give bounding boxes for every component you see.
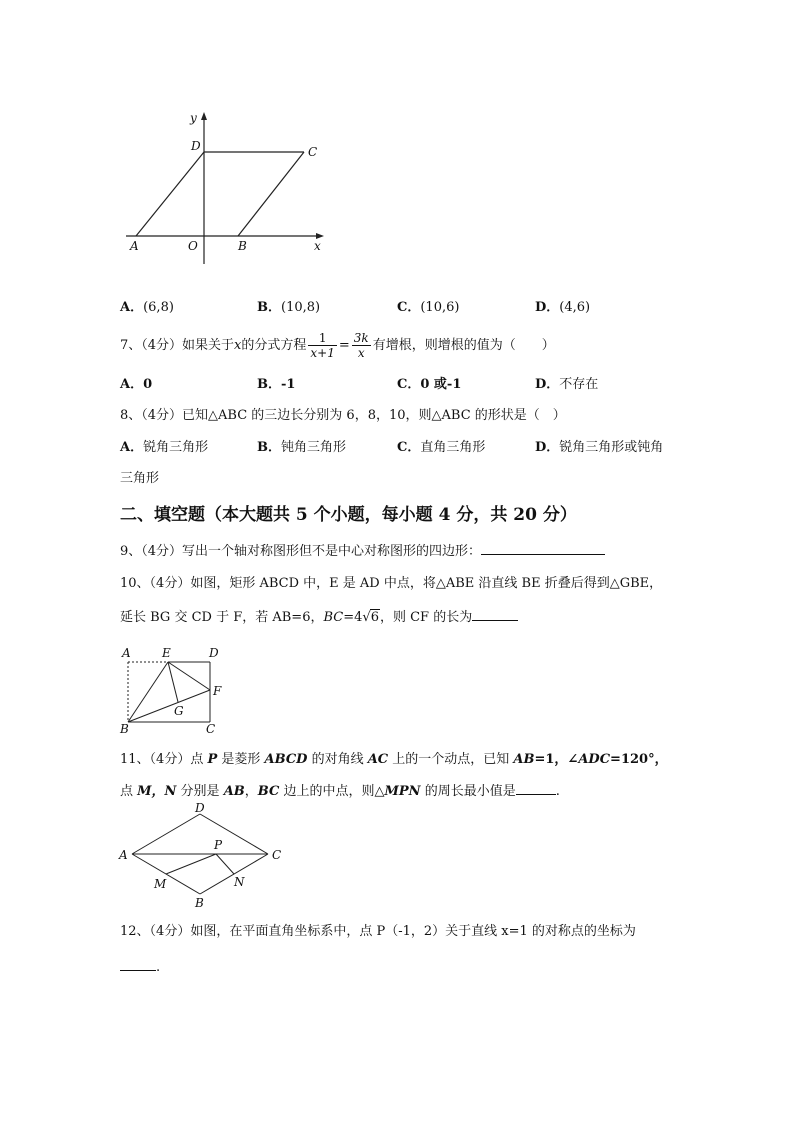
- y-axis-arrow: [201, 112, 207, 120]
- q9-answer-blank[interactable]: [481, 542, 605, 555]
- edge-AD: [132, 814, 200, 854]
- q8-option-a[interactable]: A．锐角三角形: [120, 440, 209, 455]
- q7-option-d[interactable]: D．不存在: [535, 377, 599, 392]
- section-2-heading: 二、填空题（本大题共 5 个小题，每小题 4 分，共 20 分）: [120, 505, 577, 525]
- sqrt-symbol: √: [362, 610, 371, 625]
- side-CB: [238, 152, 304, 236]
- edge-DC: [200, 814, 268, 854]
- q10-line-1: 10、（4分）如图，矩形 ABCD 中，E 是 AD 中点，将△ABE 沿直线 BE 折叠后得到△GBE，: [120, 576, 663, 591]
- q7-fraction-1: $\frac{1}{x+1}$: [310, 331, 335, 360]
- q7-options: [120, 373, 720, 391]
- q8-option-d-wrap: 三角形: [120, 471, 160, 486]
- q6-options: [120, 296, 720, 314]
- segment-MP: [166, 854, 216, 874]
- label-x: x: [314, 239, 321, 253]
- q12-answer-line: .: [120, 958, 160, 975]
- q7-option-b[interactable]: B．-1: [257, 377, 296, 392]
- q7-stem: 7、（4分）如果关于x的分式方程 $\frac{1}{x+1}$ = $\frac{3k}{x}$ 有增根，则增根的值为（ ）: [120, 331, 555, 360]
- q11-line-1: 11、（4分）点 P 是菱形 ABCD 的对角线 AC 上的一个动点，已知 AB=1，∠ADC=120°，: [120, 752, 668, 767]
- q8-option-c[interactable]: C．直角三角形: [397, 440, 486, 455]
- segment-PN: [216, 854, 234, 874]
- q8-stem: 8、（4分）已知△ABC 的三边长分别为 6，8，10，则△ABC 的形状是（ ）: [120, 408, 566, 423]
- label-B: B: [238, 239, 247, 253]
- label-E: E: [162, 646, 171, 660]
- q11-line-2: 点 M，N 分别是 AB，BC 边上的中点，则△MPN 的周长最小值是 .: [120, 784, 560, 799]
- label-B: B: [120, 722, 129, 736]
- label-D: D: [195, 801, 205, 815]
- q6-option-c[interactable]: C．(10,6): [397, 300, 460, 315]
- q6-option-d[interactable]: D．(4,6): [535, 300, 591, 315]
- label-P: P: [214, 838, 223, 852]
- q10-answer-blank[interactable]: [472, 608, 518, 621]
- q11-answer-blank[interactable]: [516, 782, 556, 795]
- segment-BF: [128, 690, 210, 722]
- label-N: N: [234, 875, 245, 889]
- q12-stem: 12、（4分）如图，在平面直角坐标系中，点 P（-1，2）关于直线 x=1 的对称点的坐标为: [120, 924, 636, 939]
- q6-option-b[interactable]: B．(10,8): [257, 300, 321, 315]
- q12-answer-blank[interactable]: [120, 958, 156, 971]
- label-O: O: [188, 239, 198, 253]
- q11-rhombus-figure: [116, 800, 294, 910]
- q6-parallelogram-figure: [118, 108, 338, 270]
- q10-rectangle-figure: [116, 644, 230, 736]
- side-AD: [136, 152, 204, 236]
- label-A: A: [122, 646, 131, 660]
- label-C: C: [272, 848, 282, 862]
- label-C: C: [206, 722, 216, 736]
- q7-fraction-2: $\frac{3k}{x}$: [353, 331, 369, 360]
- q8-options: [120, 436, 720, 454]
- q8-option-b[interactable]: B．钝角三角形: [257, 440, 347, 455]
- q10-line-2: 延长 BG 交 CD 于 F，若 AB=6，BC=4√6，则 CF 的长为: [120, 606, 518, 625]
- label-D: D: [209, 646, 219, 660]
- label-F: F: [213, 684, 222, 698]
- label-G: G: [174, 704, 184, 718]
- q9-stem: 9、（4分）写出一个轴对称图形但不是中心对称图形的四边形：: [120, 540, 605, 559]
- label-A: A: [130, 239, 139, 253]
- segment-BE: [128, 662, 168, 722]
- label-y: y: [190, 111, 197, 125]
- label-A: A: [119, 848, 128, 862]
- label-D: D: [191, 139, 201, 153]
- q8-option-d[interactable]: D．锐角三角形或钝角: [535, 440, 664, 455]
- q7-option-a[interactable]: A．0: [120, 377, 153, 392]
- label-B: B: [195, 896, 204, 910]
- q7-option-c[interactable]: C．0 或-1: [397, 377, 462, 392]
- q6-option-a[interactable]: A．(6,8): [120, 300, 174, 315]
- label-M: M: [154, 877, 167, 891]
- label-C: C: [308, 145, 318, 159]
